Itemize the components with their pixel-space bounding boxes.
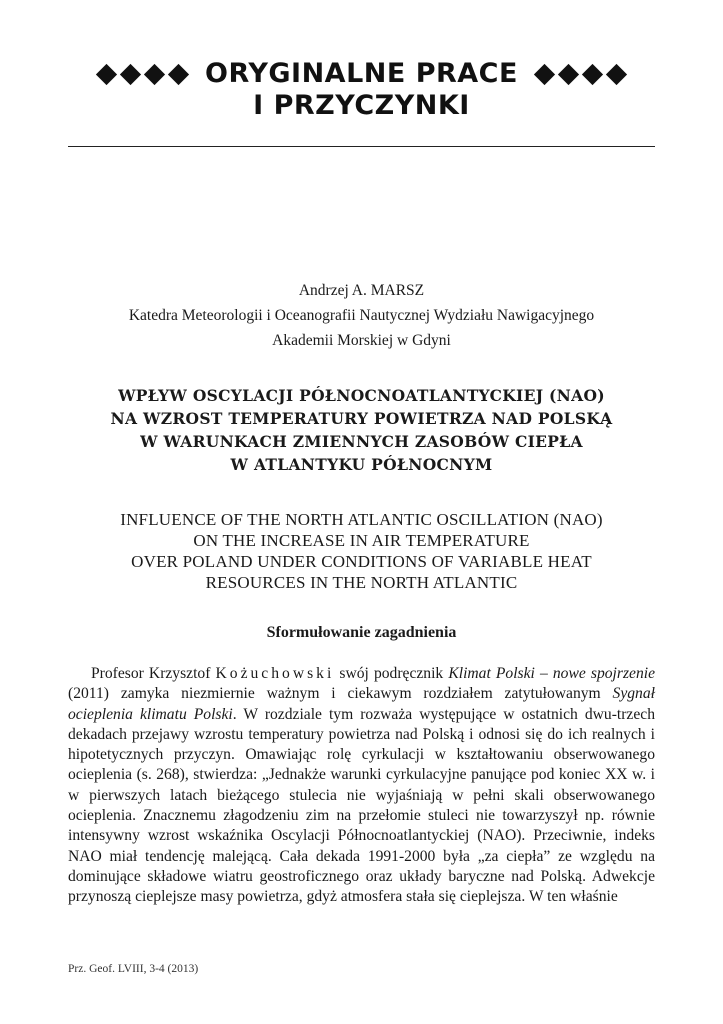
header-divider: [68, 146, 655, 147]
section-header-line-1: [60, 58, 663, 90]
section-heading: Sformułowanie zagadnienia: [266, 624, 457, 641]
footer-citation: Prz. Geof. LVIII, 3-4 (2013): [68, 963, 199, 975]
diamond-icon: [606, 63, 627, 84]
title-line: W WARUNKACH ZMIENNYCH ZASOBÓW CIEPŁA: [140, 432, 583, 451]
paragraph: Profesor Krzysztof Kożuchowski swój podręcznik Klimat Polski – nowe spojrzenie (2011) zamyka niezmiernie ważnym i ciekawym rozdziałem zatytułowanym Sygnał ocieplenia klimatu Polski. W rozdziale tym rozważa występujące w ostatnich dwu-trzech dekadach przejawy wzrostu temperatury powietrza nad Polską i odnosi się do ich realnych i hipotetycznych przyczyn. Omawiając rolę cyrkulacji w kształtowaniu obserwowanego ocieplenia (s. 268), stwierdza: „Jednakże warunki cyrkulacyjne panujące pod koniec XX w. i w pierwszych latach bieżącego stulecia nie wyjaśniają w pełni skali obserwowanego ocieplenia. Znacznemu złagodzeniu zim na przełomie stuleci nie towarzyszył np. równie intensywny wzrost wskaźnika Oscylacji Północnoatlantyckiej (NAO). Przeciwnie, indeks NAO miał tendencję malejącą. Cała dekada 1991-2000 była „za ciepła” ze względu na dominujące składowe wiatru geostroficznego oraz układy baryczne nad Polską. Adwekcje przynoszą cieplejsze masy powietrza, gdyż atmosfera stała się cieplejsza. W ten właśnie: [68, 665, 655, 906]
title-line: NA WZROST TEMPERATURY POWIETRZA NAD POLSKĄ: [110, 409, 613, 428]
article-title-polish: [60, 384, 663, 476]
diamond-icon: [144, 63, 165, 84]
title-line: OVER POLAND UNDER CONDITIONS OF VARIABLE HEAT: [131, 552, 592, 571]
author-affiliation: Katedra Meteorologii i Oceanografii Nautycznej Wydziału Nawigacyjnego: [128, 307, 595, 324]
diamond-icon: [168, 63, 189, 84]
diamond-ornament-right: [534, 67, 627, 82]
diamond-ornament-left: [96, 67, 189, 82]
title-line: ON THE INCREASE IN AIR TEMPERATURE: [193, 531, 530, 550]
book-title: Klimat Polski – nowe spojrzenie: [448, 665, 655, 682]
title-line: RESOURCES IN THE NORTH ATLANTIC: [205, 573, 518, 592]
title-line: WPŁYW OSCYLACJI PÓŁNOCNOATLANTYCKIEJ (NAO): [118, 386, 605, 405]
section-header-title: ORYGINALNE PRACE: [205, 58, 518, 89]
diamond-icon: [534, 63, 555, 84]
diamond-icon: [582, 63, 603, 84]
section-header-title-line-2: I PRZYCZYNKI: [253, 90, 470, 121]
chapter-title: Sygnał ocieplenia klimatu Polski: [68, 685, 655, 723]
title-line: W ATLANTYKU PÓŁNOCNYM: [230, 455, 493, 474]
author-block: [0, 278, 723, 353]
diamond-icon: [120, 63, 141, 84]
author-name: Andrzej A. MARSZ: [298, 282, 425, 299]
article-title-english: [60, 509, 663, 593]
diamond-icon: [558, 63, 579, 84]
author-affiliation-institution: Akademii Morskiej w Gdyni: [272, 332, 451, 349]
body-text: [68, 664, 655, 908]
diamond-icon: [96, 63, 117, 84]
section-header: [60, 58, 663, 122]
author-reference: Kożuchowski: [215, 665, 335, 682]
title-line: INFLUENCE OF THE NORTH ATLANTIC OSCILLATION (NAO): [120, 510, 603, 529]
